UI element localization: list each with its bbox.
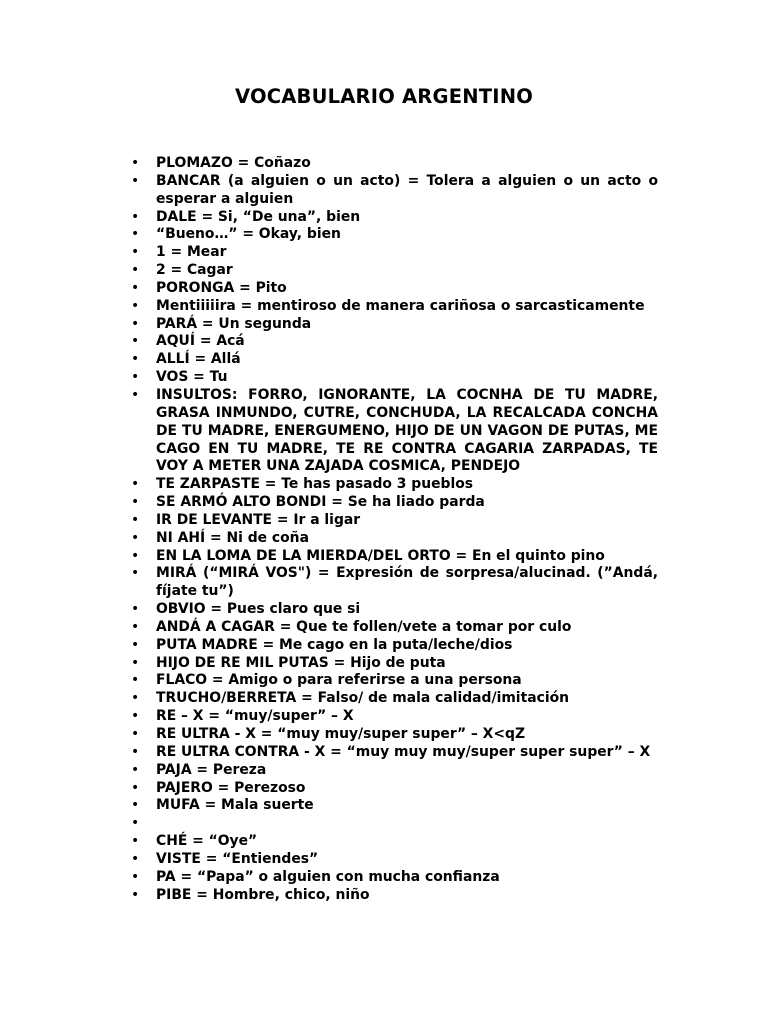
list-item: • MIRÁ (“MIRÁ VOS") = Expresión de sorpresa/alucinad. (”Andá, fíjate tu”) <box>156 565 658 601</box>
list-item: • BANCAR (a alguien o un acto) = Tolera a alguien o un acto o esperar a alguien <box>156 173 658 209</box>
list-item: • RE ULTRA - X = “muy muy/super super” – X<qZ <box>156 726 658 744</box>
list-item: • PARÁ = Un segunda <box>156 316 658 334</box>
list-item: • PLOMAZO = Coñazo <box>156 155 658 173</box>
list-item: • PUTA MADRE = Me cago en la puta/leche/dios <box>156 637 658 655</box>
list-item: • Mentiiiiira = mentiroso de manera cariñosa o sarcasticamente <box>156 298 658 316</box>
list-item: • DALE = Si, “De una”, bien <box>156 209 658 227</box>
list-item: • FLACO = Amigo o para referirse a una persona <box>156 672 658 690</box>
list-item: • PIBE = Hombre, chico, niño <box>156 887 658 905</box>
list-item: • IR DE LEVANTE = Ir a ligar <box>156 512 658 530</box>
list-item: • “Bueno…” = Okay, bien <box>156 226 658 244</box>
vocabulary-list <box>156 155 658 904</box>
list-item: • MUFA = Mala suerte <box>156 797 658 815</box>
list-item: • VISTE = “Entiendes” <box>156 851 658 869</box>
list-item: • ALLÍ = Allá <box>156 351 658 369</box>
list-item: • EN LA LOMA DE LA MIERDA/DEL ORTO = En el quinto pino <box>156 548 658 566</box>
list-item: • 1 = Mear <box>156 244 658 262</box>
list-item: • AQUÍ = Acá <box>156 333 658 351</box>
list-item: • PORONGA = Pito <box>156 280 658 298</box>
list-item: • SE ARMÓ ALTO BONDI = Se ha liado parda <box>156 494 658 512</box>
list-item: • TRUCHO/BERRETA = Falso/ de mala calidad/imitación <box>156 690 658 708</box>
list-item: • PAJA = Pereza <box>156 762 658 780</box>
list-item: • HIJO DE RE MIL PUTAS = Hijo de puta <box>156 655 658 673</box>
list-item: • ANDÁ A CAGAR = Que te follen/vete a tomar por culo <box>156 619 658 637</box>
list-item: • OBVIO = Pues claro que si <box>156 601 658 619</box>
list-item: • RE ULTRA CONTRA - X = “muy muy muy/super super super” – X <box>156 744 658 762</box>
document-title: VOCABULARIO ARGENTINO <box>235 85 533 108</box>
list-item: • PAJERO = Perezoso <box>156 780 658 798</box>
list-item: • PA = “Papa” o alguien con mucha confianza <box>156 869 658 887</box>
list-item: • RE – X = “muy/super” – X <box>156 708 658 726</box>
list-item: • NI AHÍ = Ni de coña <box>156 530 658 548</box>
list-item <box>156 815 658 833</box>
list-item: • CHÉ = “Oye” <box>156 833 658 851</box>
list-item: • INSULTOS: FORRO, IGNORANTE, LA COCNHA DE TU MADRE, GRASA INMUNDO, CUTRE, CONCHUDA, LA RECALCADA CONCHA DE TU MADRE, ENERGUMENO, HIJO DE UN VAGON DE PUTAS, ME CAGO EN TU MADRE, TE RE CONTRA CAGARIA ZARPADAS, TE VOY A METER UNA ZAJADA COSMICA, PENDEJO <box>156 387 658 476</box>
list-item: • 2 = Cagar <box>156 262 658 280</box>
list-item: • VOS = Tu <box>156 369 658 387</box>
list-item: • TE ZARPASTE = Te has pasado 3 pueblos <box>156 476 658 494</box>
